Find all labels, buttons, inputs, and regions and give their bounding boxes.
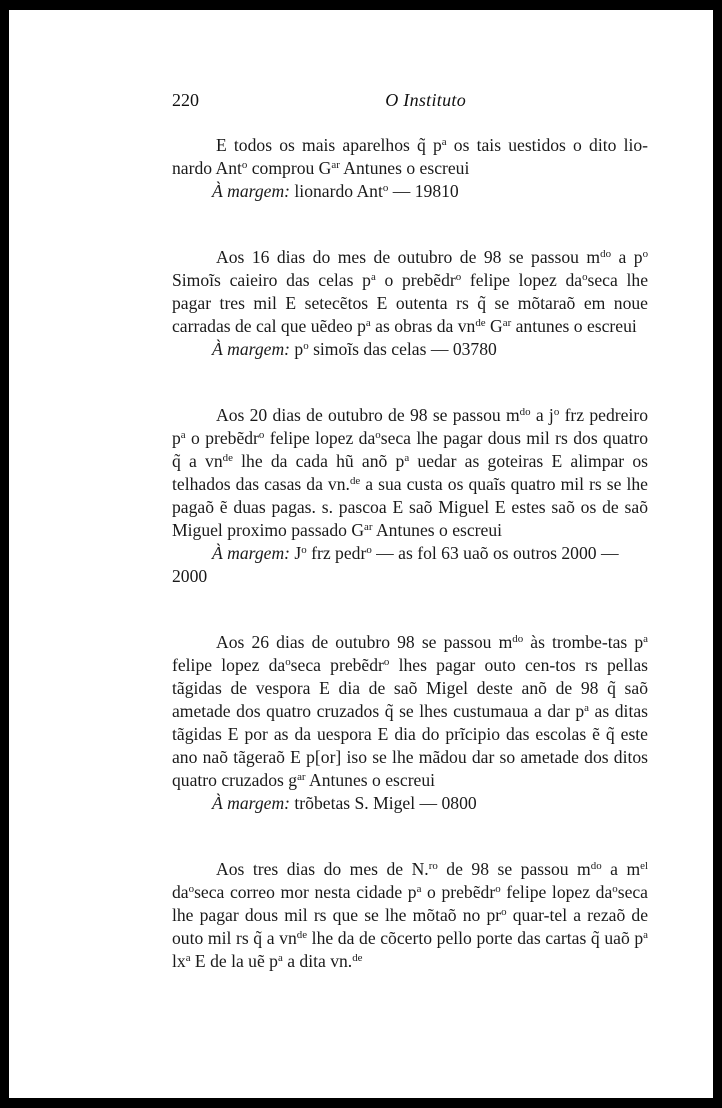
entry-paragraph bbox=[172, 858, 648, 973]
marginal-note bbox=[172, 180, 648, 203]
marginal-note-label: À margem: bbox=[212, 339, 291, 359]
journal-title: O Instituto bbox=[385, 90, 466, 110]
document-body bbox=[172, 134, 648, 1016]
entry-paragraph bbox=[172, 631, 648, 815]
entry-text: Aos tres dias do mes de N.$^{ro}$ de 98 se passou $m^{do}$ a $m^{el}$ $da^o\sec a$ correo mor nesta cidade $p^a$ o prebẽdr$^o$ felipe lopez $da^o\sec a$ lhe pagar dous mil rs que se lhe mõtaõ no $pr^o$ quar-tel a rezaõ de outo mil rs q̃ a $vn^{de}$ lhe da de cõcerto pello porte das cartas q̃ uaõ $p^a$ $lx^a$ E de la uẽ $p^a$ a dita vn.$^{de}$ bbox=[172, 859, 649, 971]
marginal-note bbox=[172, 338, 648, 361]
marginal-note bbox=[172, 792, 648, 815]
entry-paragraph bbox=[172, 134, 648, 203]
marginal-note-label: À margem: bbox=[212, 543, 291, 563]
marginal-note bbox=[172, 542, 648, 588]
entry-text: Aos 26 dias de outubro 98 se passou $m^{do}$ às trombe-tas $p^a$ felipe lopez $da^o\sec a$ prebẽdr$^o$ lhes pagar outo cen-tos rs pellas tãgidas de vespora E dia de saõ Migel deste anõ de 98 q̃ saõ ametade dos quatro cruzados q̃ se lhes custumaua a dar $p^a$ as ditas tãgidas E por as da uespora E dia do prĩcipio das escolas ẽ q̃ este ano naõ tãgeraõ E p[or] iso se lhe mãdou dar so ametade dos ditos quatro cruzados $g^{ar}$ Antunes o escreui bbox=[172, 632, 648, 790]
marginal-note-label: À margem: bbox=[212, 793, 291, 813]
entry-text: E todos os mais aparelhos q̃ $p^a$ os tais uestidos o dito lio-nardo Ant$^o$ comprou $G^{ar}$ Antunes o escreui bbox=[172, 135, 648, 178]
marginal-note-text: trõbetas S. Migel — 0800 bbox=[290, 793, 477, 813]
marginal-note-text: lionardo Ant$^o$ — 19810 bbox=[290, 181, 459, 201]
entry-paragraph bbox=[172, 404, 648, 588]
running-head bbox=[172, 90, 466, 114]
page-number: 220 bbox=[172, 90, 199, 110]
marginal-note-text: $J^o$ frz pedr$^o$ — as fol 63 uaõ os outros 2000 — 2000 bbox=[172, 543, 619, 586]
marginal-note-label: À margem: bbox=[212, 181, 291, 201]
entry-paragraph bbox=[172, 246, 648, 361]
entry-text: Aos 20 dias de outubro de 98 se passou $m^{do}$ a $j^o$ frz pedreiro $p^a$ o prebẽdr$^o$ felipe lopez $da^o\sec a$ lhe pagar dous mil rs dos quatro q̃ a $vn^{de}$ lhe da cada hũ anõ $p^a$ uedar as goteiras E alimpar os telhados das casas da vn.$^{de}$ a sua custa os quaĩs quatro mil rs se lhe pagaõ ẽ duas pagas. s. pascoa E saõ Miguel E estes saõ os de saõ Miguel proximo passado $G^{ar}$ Antunes o escreui bbox=[172, 405, 649, 540]
entry-text: Aos 16 dias do mes de outubro de 98 se passou $m^{do}$ a $p^o$ Simoĩs caieiro das celas $p^a$ o prebẽdr$^o$ felipe lopez $da^o\sec a$ lhe pagar tres mil E setecẽtos E outenta rs q̃ se mõtaraõ em noue carradas de cal que uẽdeo $p^a$ as obras da $vn^{de}$ $G^{ar}$ antunes o escreui bbox=[172, 247, 649, 336]
page bbox=[9, 10, 713, 1098]
marginal-note-text: $p^o$ simoĩs das celas — 03780 bbox=[290, 339, 497, 359]
